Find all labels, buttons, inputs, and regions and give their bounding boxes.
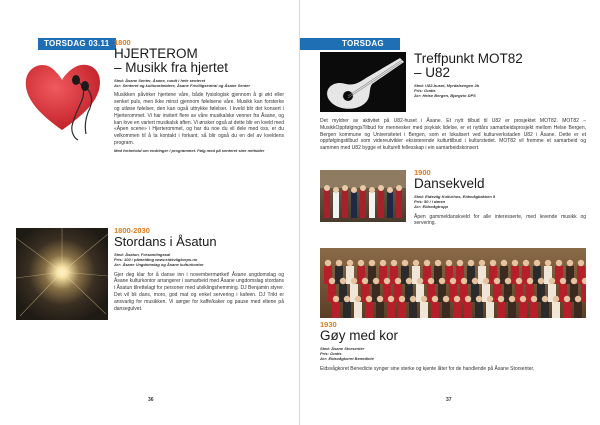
- choir-singer-head: [564, 296, 570, 302]
- choir-singer-head: [501, 260, 507, 266]
- choir-singer-head: [413, 260, 419, 266]
- choir-singer-body: [453, 302, 461, 318]
- event-title-line: HJERTEROM: [114, 46, 198, 61]
- heart-icon: [16, 50, 108, 142]
- event-time: 1800: [114, 38, 131, 47]
- event-description: Gjer deg klar for å danse inn i novembermørket! Åsane ungdomslag og Åsane kulturkontor arrangerer i samarbeid med Åsane ungdomslag stordans i Åsatun tilrettelagt for personer med utviklingshemming. DJ Benjamin styrer. Det vil bli dans, moro, god mat og enkel servering i kafeen. DJ Trikt er ansvarlig for musikken. Vi sørger for kaffe/kaker og pause med eltene på dansegulvet.: [114, 271, 284, 312]
- page-number: 37: [446, 397, 452, 403]
- event-note: Med forbehold om endringer i programmet. Følg med på senteret sine nettsider: [114, 147, 265, 153]
- event-description: Eidsvågkoret Benedicte synger sine sterke og kjente låter for de handlende på Åsane Storsenter.: [320, 365, 535, 372]
- choir-singer-body: [530, 302, 538, 318]
- choir-singer-head: [468, 260, 474, 266]
- choir-singer-body: [442, 302, 450, 318]
- event-meta: Pris: Gratis: [414, 88, 436, 94]
- choir-singer-head: [457, 260, 463, 266]
- choir-singer-head: [384, 278, 390, 284]
- choir-singer-head: [538, 278, 544, 284]
- folk-dancers-image: [320, 170, 406, 222]
- heart-headphones-image: [16, 50, 108, 142]
- event-dansekveld: [414, 168, 586, 227]
- choir-singer-head: [505, 278, 511, 284]
- choir-singer-head: [556, 260, 562, 266]
- choir-singer-head: [567, 260, 573, 266]
- event-meta: Pris: 50 / i døren: [414, 199, 446, 205]
- event-description: Det myldrer av aktivitet på U82-huset i Åsane. Et nytt tilbud til U82 er prosjektet MOT82. MOT82 – MusikkOppfølgingsTilbud for mennesker med psykisk lidelse, er et nyttårs samarbeidsprosjekt mellom Helse Bergen, Bergen kommune og Universitetet i Bergen, som er lokalisert ved kulturverkstaden U82 i Åsane. Dette er et oppfølgingstilbud som videreutvikler eksisterende kulturtilbud i kulturstedet. MOT82 vil fremme et samarbeid og sammen med U82 bygge et kulturelt fellesskap i ein samarbeidskonsert.: [320, 118, 586, 152]
- choir-singer-body: [563, 302, 571, 318]
- choir-singer-body: [420, 302, 428, 318]
- choir-singer-body: [541, 302, 549, 318]
- choir-singer-head: [483, 278, 489, 284]
- choir-singer-body: [581, 284, 586, 302]
- choir-singer-head: [344, 296, 350, 302]
- choir-singer-body: [475, 302, 483, 318]
- choir-singer-head: [399, 296, 405, 302]
- choir-singer-body: [519, 302, 527, 318]
- choir-singer-body: [508, 302, 516, 318]
- event-meta: Arr: Åsane Ungdomslag og Åsane kulturkontor: [114, 262, 204, 268]
- choir-singer-head: [432, 296, 438, 302]
- choir-singer-head: [446, 260, 452, 266]
- choir-singer-head: [362, 278, 368, 284]
- choir-singer-head: [410, 296, 416, 302]
- choir-singer-head: [472, 278, 478, 284]
- choir-singer-head: [542, 296, 548, 302]
- choir-singer-body: [332, 302, 340, 318]
- dancers-icon: [320, 170, 406, 222]
- choir-singer-head: [366, 296, 372, 302]
- choir-singer-head: [534, 260, 540, 266]
- choir-singer-head: [373, 278, 379, 284]
- choir-singer-body: [376, 302, 384, 318]
- choir-icon: [320, 248, 586, 318]
- event-meta: Sted: Åsatun, Forsamlingssal: [114, 252, 171, 257]
- event-title-line: Treffpunkt MOT82: [414, 51, 523, 66]
- choir-singer-head: [377, 296, 383, 302]
- event-title-line: Stordans i Åsatun: [114, 234, 217, 249]
- choir-singer-head: [450, 278, 456, 284]
- event-time: 1930: [320, 320, 337, 329]
- event-stordans: [114, 226, 284, 312]
- choir-singer-head: [523, 260, 529, 266]
- choir-singer-head: [380, 260, 386, 266]
- choir-singer-head: [575, 296, 581, 302]
- choir-singer-head: [424, 260, 430, 266]
- choir-singer-head: [395, 278, 401, 284]
- event-meta: Sted: Eidsvåg Kulturhus, Eidsvågbakken 5: [414, 194, 496, 199]
- choir-singer-body: [431, 302, 439, 318]
- event-meta: Sted: Åsane Storsenter: [320, 346, 365, 351]
- choir-singer-head: [549, 278, 555, 284]
- event-meta: Arr: Eidsvågkoret Benedicte: [320, 356, 374, 362]
- choir-singer-head: [329, 278, 335, 284]
- choir-singer-head: [333, 296, 339, 302]
- choir-singer-head: [578, 260, 584, 266]
- choir-singer-body: [486, 302, 494, 318]
- event-title-line: – Musikk fra hjertet: [114, 60, 229, 75]
- disco-light-image: [16, 228, 108, 320]
- day-banner: TORSDAG: [300, 38, 400, 50]
- event-meta: Arr: Eidsvågtrupp: [414, 204, 449, 210]
- guitar-image: [320, 52, 406, 112]
- choir-singer-head: [479, 260, 485, 266]
- choir-singer-head: [531, 296, 537, 302]
- choir-singer-body: [552, 302, 560, 318]
- event-time: 1900: [414, 168, 431, 177]
- choir-singer-body: [464, 302, 472, 318]
- event-goy-med-kor: [320, 320, 586, 372]
- event-title-line: Gøy med kor: [320, 328, 399, 343]
- choir-singer-head: [391, 260, 397, 266]
- event-hjerterom: [114, 38, 284, 153]
- choir-singer-head: [553, 296, 559, 302]
- choir-singer-head: [443, 296, 449, 302]
- event-description: Åpen gammeldanskveld for alle interesserte, med levende musikk og servering.: [414, 213, 586, 227]
- event-description: Musikken påvirker hjertene våre, både fysiologisk gjennom å gi økt eller senket puls, men ikke minst gjennom følelsene våre. Musikk kan forsterke og utløse følelser, den kan også uttrykke følelser. I kveld blir det konsert i Hjerterommet. Vi har invitert flere av våre musikalske venner fra Åsane, og kan love en variert musikalsk aften. Vi ønsker også at dette blir en kveld med «Åpen scene» i Hjerterommet, og har du noe du vil dele med oss, er du velkommen til å ta kontakt i forkant, så blir også du en del av kveldens program.: [114, 92, 284, 146]
- choir-singer-head: [520, 296, 526, 302]
- choir-singer-head: [421, 296, 427, 302]
- choir-singer-body: [574, 302, 582, 318]
- choir-singer-head: [351, 278, 357, 284]
- choir-singer-head: [487, 296, 493, 302]
- choir-singer-head: [571, 278, 577, 284]
- choir-singer-body: [497, 302, 505, 318]
- right-page: [300, 0, 600, 425]
- event-meta: Arr: Senteret og kulturarbeidere, Åsane Frivilligsentral og Åsane Senter: [114, 83, 251, 89]
- choir-singer-head: [509, 296, 515, 302]
- choir-singer-head: [476, 296, 482, 302]
- choir-singer-head: [340, 278, 346, 284]
- choir-singer-head: [417, 278, 423, 284]
- choir-image: [320, 248, 586, 318]
- choir-singer-head: [325, 260, 331, 266]
- choir-singer-head: [527, 278, 533, 284]
- event-time: 1800-2030: [114, 226, 150, 235]
- choir-singer-body: [343, 302, 351, 318]
- choir-singer-head: [439, 278, 445, 284]
- choir-singer-head: [402, 260, 408, 266]
- choir-singer-head: [347, 260, 353, 266]
- event-meta: Pris: Gratis: [320, 351, 342, 357]
- choir-singer-head: [454, 296, 460, 302]
- choir-singer-head: [355, 296, 361, 302]
- choir-singer-head: [465, 296, 471, 302]
- choir-singer-head: [406, 278, 412, 284]
- choir-singer-body: [365, 302, 373, 318]
- choir-singer-body: [387, 302, 395, 318]
- event-meta: Arr: Helse Bergen, Bjørgvin DPS: [414, 93, 476, 99]
- choir-singer-head: [498, 296, 504, 302]
- choir-singer-head: [388, 296, 394, 302]
- guitar-icon: [320, 52, 406, 112]
- choir-singer-head: [512, 260, 518, 266]
- event-mot82: [414, 52, 586, 99]
- choir-singer-head: [490, 260, 496, 266]
- choir-singer-head: [435, 260, 441, 266]
- page-number: 36: [148, 397, 154, 403]
- light-rays-icon: [16, 228, 108, 320]
- event-title-line: – U82: [414, 65, 451, 80]
- event-meta: Pris: 100 / påmelding www.eidsvågkorps.no: [114, 257, 198, 263]
- event-meta: Sted: Åsane Senter, Åsane, rundt i hele senteret: [114, 78, 206, 83]
- choir-singer-head: [358, 260, 364, 266]
- choir-singer-head: [516, 278, 522, 284]
- event-title-line: Dansekveld: [414, 176, 485, 191]
- choir-singer-head: [461, 278, 467, 284]
- choir-singer-body: [354, 302, 362, 318]
- choir-singer-body: [409, 302, 417, 318]
- choir-singer-head: [369, 260, 375, 266]
- event-meta: Sted: U82-huset, Myrdalsvegen 2b: [414, 83, 480, 88]
- choir-singer-head: [560, 278, 566, 284]
- choir-singer-head: [545, 260, 551, 266]
- day-banner: TORSDAG 03.11: [38, 38, 116, 50]
- choir-singer-head: [494, 278, 500, 284]
- choir-singer-head: [336, 260, 342, 266]
- choir-singer-body: [398, 302, 406, 318]
- choir-singer-head: [428, 278, 434, 284]
